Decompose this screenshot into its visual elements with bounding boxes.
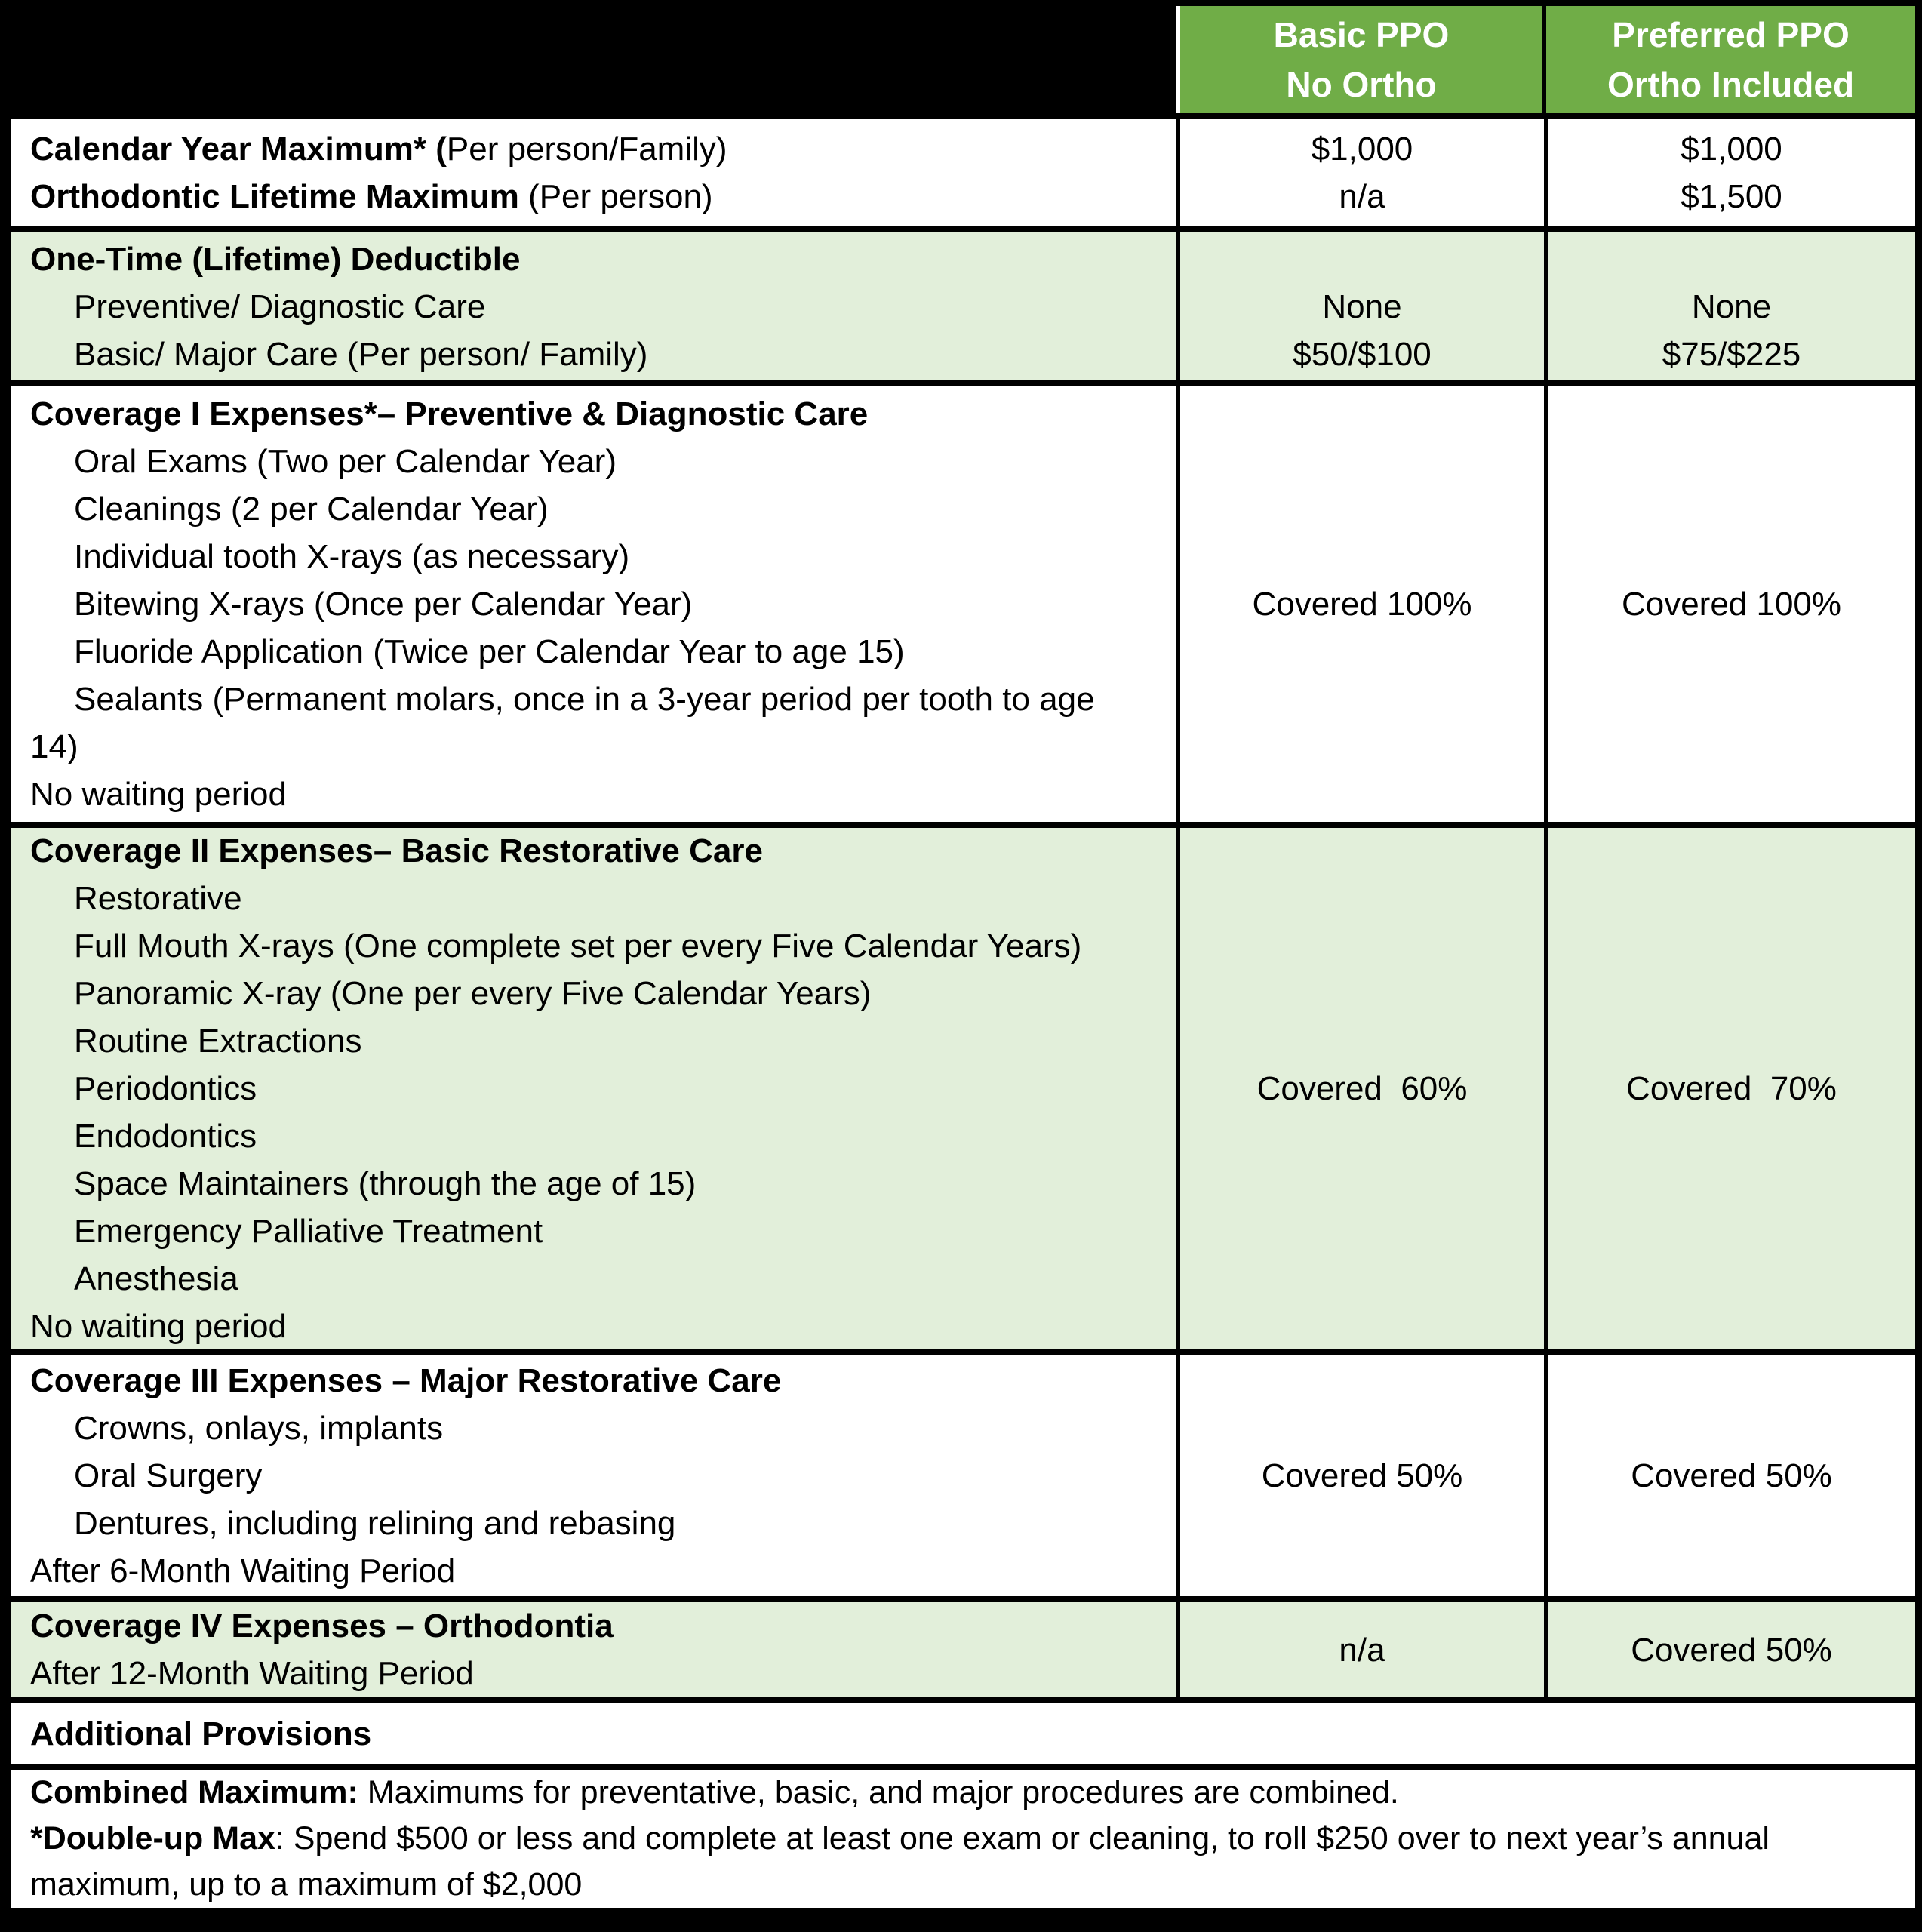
label-line — [30, 1357, 1176, 1404]
value-cell-preferred — [1548, 386, 1915, 822]
provision-line — [30, 1770, 1915, 1816]
label-line-text: Basic/ Major Care (Per person/ Family) — [74, 335, 648, 373]
label-line-text: Anesthesia — [74, 1260, 238, 1297]
plan-header-preferred-ppo — [1546, 6, 1915, 113]
label-line-text: Individual tooth X-rays (as necessary) — [74, 538, 630, 575]
value-line: $1,000 — [1681, 131, 1782, 168]
row-coverage-2 — [11, 828, 1915, 1349]
label-line — [30, 580, 1176, 628]
plan-subtitle: No Ortho — [1286, 65, 1437, 104]
label-line — [30, 628, 1176, 675]
label-line-text: Space Maintainers (through the age of 15) — [74, 1164, 697, 1202]
provision-line — [30, 1862, 1915, 1908]
label-line — [30, 970, 1176, 1017]
additional-provisions-cell — [11, 1703, 1915, 1764]
label-line — [30, 1303, 1176, 1349]
label-line — [30, 1208, 1176, 1255]
label-line-text: Cleanings (2 per Calendar Year) — [74, 491, 549, 528]
plan-name: Preferred PPO — [1612, 15, 1850, 54]
benefit-label-cell — [11, 119, 1176, 226]
row-deductible — [11, 232, 1915, 380]
label-line — [30, 1602, 1176, 1650]
label-line-text: (Per person) — [518, 178, 713, 215]
benefit-label-cell — [11, 828, 1176, 1349]
label-line-bold: Orthodontic Lifetime Maximum — [30, 178, 519, 215]
value-line: $1,500 — [1681, 178, 1782, 215]
value-line: None — [1322, 288, 1402, 325]
label-line-text: Oral Exams (Two per Calendar Year) — [74, 443, 617, 480]
provision-line-text: : Spend $500 or less and complete at least one exam or cleaning, to roll $250 over to next year’s annual — [275, 1820, 1770, 1857]
label-line-text: Fluoride Application (Twice per Calendar Year to age 15) — [74, 633, 905, 670]
label-line-text: Endodontics — [74, 1117, 257, 1155]
plan-subtitle: Ortho Included — [1607, 65, 1855, 104]
row-divider — [11, 113, 1915, 119]
label-line — [30, 533, 1176, 580]
provision-line-text: maximum, up to a maximum of $2,000 — [30, 1866, 583, 1903]
benefit-label-cell — [11, 1355, 1176, 1596]
value-cell-preferred — [1548, 828, 1915, 1349]
label-line — [30, 1547, 1176, 1595]
label-line — [30, 675, 1176, 723]
value-line: Covered 50% — [1261, 1457, 1463, 1494]
label-line-text: After 6-Month Waiting Period — [30, 1552, 456, 1589]
label-line — [30, 723, 1176, 771]
value-line: Covered 70% — [1626, 1069, 1837, 1107]
row-divider — [11, 1764, 1915, 1770]
label-line-text: Full Mouth X-rays (One complete set per every Five Calendar Years) — [74, 927, 1082, 964]
table-corner-cell — [11, 6, 1176, 113]
value-cell-preferred — [1548, 1355, 1915, 1596]
label-line-text: Sealants (Permanent molars, once in a 3-year period per tooth to age — [74, 681, 1095, 718]
benefit-label-cell — [11, 1602, 1176, 1697]
value-line: Covered 50% — [1631, 1457, 1832, 1494]
label-line-text: Bitewing X-rays (Once per Calendar Year) — [74, 586, 693, 623]
value-line: Covered 60% — [1256, 1069, 1468, 1107]
label-line — [30, 438, 1176, 485]
value-cell-basic — [1180, 828, 1544, 1349]
label-line-text: Oral Surgery — [74, 1457, 263, 1494]
label-line — [30, 1017, 1176, 1065]
label-line — [30, 390, 1176, 438]
label-line-bold: Calendar Year Maximum* ( — [30, 131, 447, 168]
value-line: Covered 100% — [1252, 586, 1472, 623]
row-divider — [11, 822, 1915, 828]
value-line: n/a — [1339, 1631, 1385, 1669]
label-line — [30, 485, 1176, 533]
value-line: $50/$100 — [1293, 335, 1432, 373]
label-line-text: After 12-Month Waiting Period — [30, 1655, 474, 1692]
label-line-text: Routine Extractions — [74, 1022, 362, 1060]
label-line-text: Dentures, including relining and rebasing — [74, 1504, 676, 1542]
row-additional-provisions — [11, 1703, 1915, 1764]
label-line — [30, 828, 1176, 875]
label-line — [30, 235, 1176, 283]
row-provisions-notes — [11, 1770, 1915, 1908]
label-line — [30, 922, 1176, 970]
label-line — [30, 771, 1176, 818]
label-line-text: Panoramic X-ray (One per every Five Calendar Years) — [74, 974, 872, 1012]
value-line: Covered 100% — [1621, 586, 1842, 623]
label-line — [30, 1650, 1176, 1697]
value-line: $1,000 — [1311, 131, 1413, 168]
label-line-bold: One-Time (Lifetime) Deductible — [30, 240, 521, 278]
value-cell-preferred — [1548, 1602, 1915, 1697]
row-coverage-1 — [11, 386, 1915, 822]
label-line-text: 14) — [30, 728, 78, 765]
label-line-text: Crowns, onlays, implants — [74, 1409, 444, 1447]
label-line — [30, 1255, 1176, 1303]
label-line — [30, 283, 1176, 331]
label-line-text: No waiting period — [30, 776, 287, 813]
plan-name: Basic PPO — [1273, 15, 1450, 54]
header-row — [11, 6, 1915, 113]
label-line — [30, 173, 1176, 220]
label-line — [30, 1160, 1176, 1208]
label-line — [30, 1500, 1176, 1547]
row-divider — [11, 1697, 1915, 1703]
label-line — [30, 331, 1176, 378]
label-line-text: Periodontics — [74, 1069, 257, 1107]
label-line-text: Restorative — [74, 879, 242, 917]
row-divider — [11, 1349, 1915, 1355]
provision-line-text: Maximums for preventative, basic, and major procedures are combined. — [358, 1774, 1399, 1810]
label-line-text: Emergency Palliative Treatment — [74, 1212, 543, 1250]
value-cell-basic — [1180, 119, 1544, 226]
label-line-text: Preventive/ Diagnostic Care — [74, 288, 486, 325]
benefit-label-cell — [11, 386, 1176, 822]
provision-line — [30, 1816, 1915, 1862]
label-line — [30, 1452, 1176, 1500]
provision-line-bold: Combined Maximum: — [30, 1774, 358, 1810]
label-line-bold: Coverage III Expenses – Major Restorative Care — [30, 1361, 782, 1399]
row-coverage-3 — [11, 1355, 1915, 1596]
row-divider — [11, 226, 1915, 232]
label-line — [30, 1112, 1176, 1160]
provisions-notes-cell — [11, 1770, 1915, 1908]
label-line — [30, 125, 1176, 173]
value-line: $75/$225 — [1662, 335, 1801, 373]
value-line: n/a — [1339, 178, 1385, 215]
row-maximums — [11, 119, 1915, 226]
plan-header-basic-ppo — [1180, 6, 1542, 113]
benefits-table — [11, 6, 1915, 1908]
label-line-bold: Coverage I Expenses*– Preventive & Diagnostic Care — [30, 395, 869, 432]
value-cell-basic — [1180, 232, 1544, 380]
additional-provisions-title: Additional Provisions — [30, 1715, 372, 1752]
value-cell-basic — [1180, 1355, 1544, 1596]
row-divider — [11, 380, 1915, 386]
value-cell-preferred — [1548, 119, 1915, 226]
value-cell-basic — [1180, 386, 1544, 822]
label-line — [30, 1404, 1176, 1452]
label-line-text: No waiting period — [30, 1307, 287, 1345]
label-line-text: Per person/Family) — [446, 131, 727, 168]
provision-line-bold: *Double-up Max — [30, 1820, 275, 1857]
value-cell-preferred — [1548, 232, 1915, 380]
label-line-bold: Coverage II Expenses– Basic Restorative Care — [30, 832, 763, 869]
benefit-label-cell — [11, 232, 1176, 380]
label-line — [30, 1065, 1176, 1112]
value-line: None — [1691, 288, 1772, 325]
label-line-bold: Coverage IV Expenses – Orthodontia — [30, 1607, 614, 1644]
row-divider — [11, 1596, 1915, 1602]
value-cell-basic — [1180, 1602, 1544, 1697]
label-line — [30, 875, 1176, 922]
value-line: Covered 50% — [1631, 1631, 1832, 1669]
row-coverage-4 — [11, 1602, 1915, 1697]
